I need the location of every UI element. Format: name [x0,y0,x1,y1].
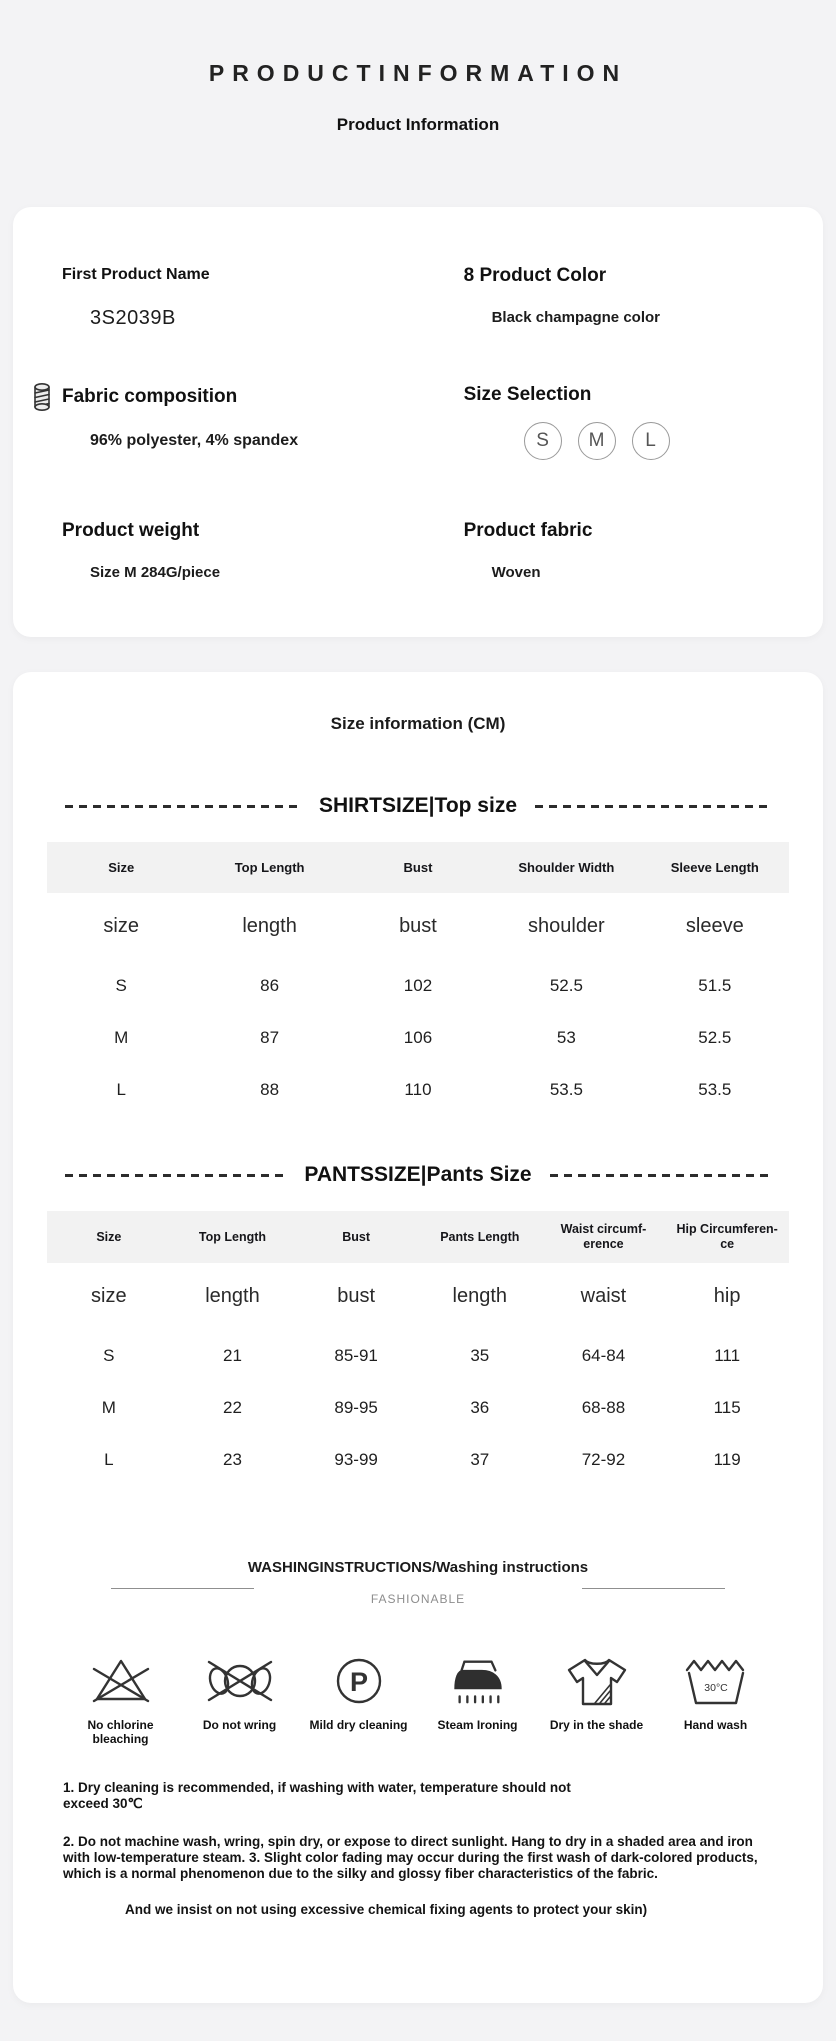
page-title: PRODUCTINFORMATION [208,60,628,86]
product-name-value: 3S2039B [90,307,176,329]
cell: 86 [260,976,280,995]
size-selector [524,422,823,460]
product-row-1 [13,263,823,330]
cell: length [242,915,297,937]
size-information-card [13,672,823,2003]
fabric-composition-value: 96% polyester, 4% spandex [90,432,299,449]
steam-ironing-icon [446,1652,510,1710]
pants-col-pants-length: Pants Length [418,1211,542,1263]
pants-col-top-length: Top Length [171,1211,295,1263]
care-item-no-chlorine [61,1652,180,1746]
cell: M [101,1398,116,1417]
product-weight-label: Product weight [62,520,200,541]
care-note-1: 1. Dry cleaning is recommended, if washing with water, temperature should not exceed 30℃ [63,1780,571,1811]
cell: 111 [714,1346,741,1365]
pants-size-title: PANTSSIZE|Pants Size [304,1163,532,1186]
cell: 102 [403,976,433,995]
cell: length [205,1285,260,1307]
product-fabric-label: Product fabric [463,520,593,541]
product-info-card [13,207,823,637]
cell: 119 [713,1450,741,1469]
divider-line-right [582,1588,725,1589]
divider-line-left [111,1588,254,1589]
cell: 93-99 [334,1450,378,1469]
product-weight-field [13,518,386,581]
washing-instructions-header [13,1558,823,1606]
thread-spool-icon [32,382,52,412]
cell: S [103,1346,115,1365]
page-subtitle: Product Information [336,115,500,134]
size-info-title: Size information (CM) [330,714,506,733]
cell: 115 [713,1398,741,1417]
pants-col-size: Size [47,1211,171,1263]
product-fabric-value: Woven [491,564,541,581]
pants-col-hip: Hip Circumferen-ce [665,1211,789,1263]
cell: bust [399,915,437,937]
cell: 53.5 [698,1080,732,1099]
shirt-col-sleeve-length: Sleeve Length [641,842,789,893]
dash-line-right [535,805,771,808]
care-label: Hand wash [683,1718,748,1732]
care-item-mild-dry-cleaning [299,1652,418,1746]
shirt-size-table [47,842,789,1116]
cell: L [116,1080,126,1099]
no-chlorine-bleaching-icon [89,1652,153,1710]
care-item-steam-ironing [418,1652,537,1746]
pants-col-waist: Waist circumf-erence [542,1211,666,1263]
washing-title: WASHINGINSTRUCTIONS/Washing instructions [247,1559,589,1576]
cell: 87 [260,1028,280,1047]
cell: 35 [470,1346,490,1365]
cell: 68-88 [581,1398,626,1417]
product-color-label: 8 Product Color [463,265,607,286]
shirt-size-section-header [65,794,771,818]
cell: 52.5 [549,976,583,995]
cell: 53 [556,1028,576,1047]
page-header [0,0,836,135]
product-weight-value: Size M 284G/piece [90,564,221,581]
table-row [47,960,789,1012]
fabric-composition-field [13,382,386,460]
table-row [47,1263,789,1330]
cell: 64-84 [581,1346,626,1365]
hand-wash-icon [682,1652,750,1710]
shirt-size-title: SHIRTSIZE|Top size [319,794,518,817]
table-row [47,893,789,960]
cell: 110 [404,1080,432,1099]
care-label: Mild dry cleaning [309,1718,408,1732]
cell: 36 [470,1398,490,1417]
product-color-value: Black champagne color [491,309,660,326]
shirt-col-shoulder-width: Shoulder Width [492,842,640,893]
cell: 85-91 [334,1346,378,1365]
size-option-m[interactable]: M [578,422,616,460]
shirt-col-bust: Bust [344,842,492,893]
dash-line-right [550,1174,771,1177]
care-label: No chlorine bleaching [87,1718,154,1746]
cell: 88 [260,1080,280,1099]
dash-line-left [65,1174,286,1177]
fabric-composition-label: Fabric composition [62,386,238,407]
cell: 72-92 [581,1450,626,1469]
cell: 23 [223,1450,242,1469]
cell: size [91,1285,127,1307]
cell: waist [580,1285,627,1307]
size-selection-field [386,382,823,460]
pants-size-table [47,1211,789,1486]
pants-col-bust: Bust [294,1211,418,1263]
pants-size-section-header [65,1163,771,1187]
cell: M [114,1028,129,1047]
cell: size [103,915,139,937]
cell: 21 [223,1346,242,1365]
cell: L [104,1450,114,1469]
size-option-l[interactable]: L [632,422,670,460]
product-row-2 [13,382,823,460]
care-label: Do not wring [202,1718,277,1732]
cell: 22 [223,1398,242,1417]
cell: hip [713,1285,741,1307]
dry-clean-symbol: P [349,1667,368,1697]
hand-wash-temp: 30°C [703,1682,728,1694]
size-option-s[interactable]: S [524,422,562,460]
product-row-3 [13,518,823,581]
cell: bust [337,1285,376,1307]
care-icons-row [61,1652,775,1746]
do-not-wring-icon [202,1652,278,1710]
care-note-3: And we insist on not using excessive chemical fixing agents to protect your skin) [125,1902,648,1917]
product-color-field [386,263,823,330]
care-note-2: 2. Do not machine wash, wring, spin dry, or expose to direct sunlight. Hang to dry in a shaded area and iron with low-temperature steam. 3. Slight color fading may occur during the first wash of dark-colored products, which is a normal phenomenon due to the silky and glossy fiber characteristics of the fabric. [63,1834,758,1881]
cell: 89-95 [334,1398,378,1417]
cell: 106 [403,1028,433,1047]
cell: 52.5 [698,1028,732,1047]
cell: length [452,1285,508,1307]
cell: 53.5 [549,1080,583,1099]
pants-table-header-row [47,1211,789,1263]
table-row [47,1064,789,1116]
dash-line-left [65,805,301,808]
size-selection-label: Size Selection [463,384,592,405]
table-row [47,1330,789,1382]
shirt-col-size: Size [47,842,195,893]
care-item-hand-wash [656,1652,775,1746]
cell: 37 [470,1450,490,1469]
care-notes [63,1780,775,1918]
cell: sleeve [685,915,744,937]
mild-dry-cleaning-icon [331,1652,387,1710]
product-fabric-field [386,518,823,581]
care-item-dry-in-shade [537,1652,656,1746]
washing-subtitle: FASHIONABLE [370,1592,466,1606]
table-row [47,1382,789,1434]
product-name-label: First Product Name [62,266,210,283]
cell: shoulder [528,915,605,937]
shirt-table-header-row [47,842,789,893]
shirt-col-top-length: Top Length [195,842,343,893]
dry-in-the-shade-icon [565,1652,629,1710]
care-label: Dry in the shade [549,1718,644,1732]
cell: S [115,976,127,995]
fabric-composition-header [32,382,386,412]
cell: 51.5 [698,976,732,995]
table-row [47,1434,789,1486]
product-name-field [13,263,386,330]
table-row [47,1012,789,1064]
care-label: Steam Ironing [437,1718,518,1732]
care-item-do-not-wring [180,1652,299,1746]
